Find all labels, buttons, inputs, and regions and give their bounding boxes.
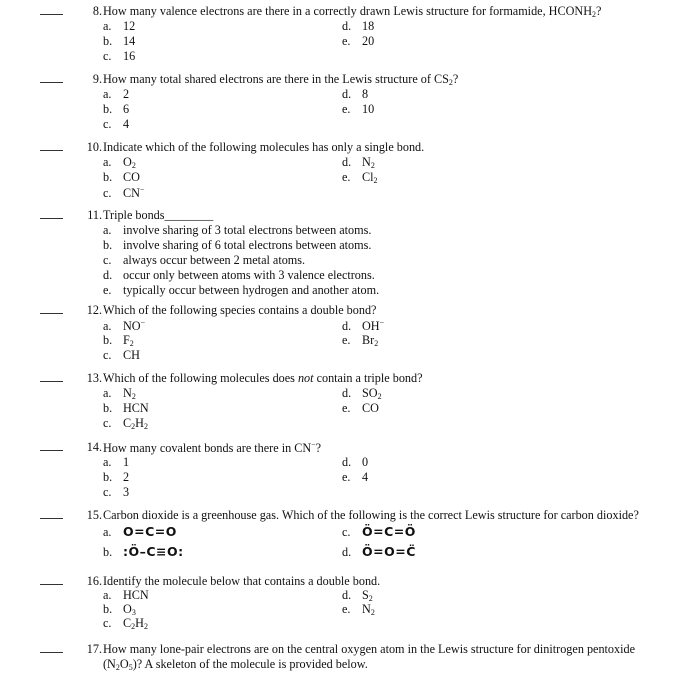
question-number: 15. [86,508,102,522]
option-b: b. :Ö–C≡O: [103,544,184,559]
fill-in-blank[interactable]: ________ [164,208,214,222]
option-d: d. $S_2$ [342,588,373,603]
question-number: 17. [86,642,102,656]
question-number: 14. [86,440,102,454]
option-a: a. $N_2$ [103,386,136,401]
answer-blank[interactable] [40,584,63,585]
question-stem: Carbon dioxide is a greenhouse gas. Which of the following is the correct Lewis structure for carbon dioxide? [103,508,639,522]
option-c: c. CN− [103,185,145,200]
option-a: a. 2 [103,87,130,101]
question-stem: Which of the following molecules does not contain a triple bond? [103,371,423,385]
option-e: e. $N_2$ [342,602,375,617]
question-stem: How many valence electrons are there in a correctly drawn Lewis structure for formamide, $HCONH_2$? [103,4,602,19]
question-stem: Indicate which of the following molecules has only a single bond. [103,140,425,154]
question-stem: How many covalent bonds are there in CN−? [103,440,322,455]
question-stem: How many lone-pair electrons are on the central oxygen atom in the Lewis structure for dinitrogen pentoxide [103,642,636,656]
lewis-structure: Ö=O=C̈ [362,544,416,559]
option-b: b. $F_2$ [103,333,134,348]
option-e: e. 20 [342,34,375,48]
option-d: d. 0 [342,455,369,469]
option-a: a. involve sharing of 3 total electrons between atoms. [103,223,372,237]
option-d: d. $SO_2$ [342,386,382,401]
answer-blank[interactable] [40,14,63,15]
option-c: c. 16 [103,49,136,63]
answer-blank[interactable] [40,381,63,382]
option-b: b. involve sharing of 6 total electrons between atoms. [103,238,372,252]
question-number: 12. [86,303,102,317]
option-b: b. HCN [103,401,149,415]
question-stem: Identify the molecule below that contains a double bond. [103,574,381,588]
question-number: 16. [86,574,102,588]
option-e: e. CO [342,401,379,415]
answer-blank[interactable] [40,218,63,219]
lewis-structure: :Ö–C≡O: [123,544,184,559]
answer-blank[interactable] [40,450,63,451]
option-d: d. OH− [342,318,385,333]
answer-blank[interactable] [40,150,63,151]
answer-blank[interactable] [40,313,63,314]
option-c: c. $C_2H_2$ [103,616,148,631]
question-number: 10. [86,140,102,154]
option-b: b. 6 [103,102,130,116]
lewis-structure: Ö=C=Ö [362,524,416,539]
question-number: 13. [86,371,102,385]
option-c: c. always occur between 2 metal atoms. [103,253,306,267]
option-a: a. O=C=O [103,524,177,539]
option-c: c. CH [103,348,140,362]
question-stem: Which of the following species contains a double bond? [103,303,377,317]
option-c: c. Ö=C=Ö [342,524,416,539]
option-a: a. 12 [103,19,136,33]
question-number: 9. [92,72,102,86]
option-d: d. Ö=O=C̈ [342,544,416,559]
answer-blank[interactable] [40,652,63,653]
question-stem-continued: $(N_2O_5)$? A skeleton of the molecule is provided below. [103,657,368,672]
option-a: a. 1 [103,455,130,469]
option-c: c. 3 [103,485,130,499]
option-c: c. 4 [103,117,130,131]
option-b: b. 2 [103,470,130,484]
answer-blank[interactable] [40,518,63,519]
option-e: e. 10 [342,102,375,116]
option-a: a. $O_2$ [103,155,136,170]
question-number: 11. [87,208,102,222]
option-e: e. typically occur between hydrogen and another atom. [103,283,380,297]
option-d: d. $N_2$ [342,155,375,170]
option-d: d. 18 [342,19,375,33]
option-b: b. CO [103,170,140,184]
option-e: e. 4 [342,470,369,484]
question-stem: Triple bonds________ [103,208,214,222]
option-e: e. $Cl_2$ [342,170,378,185]
question-stem: How many total shared electrons are there in the Lewis structure of $CS_2$? [103,72,459,87]
option-b: b. $O_3$ [103,602,136,617]
lewis-structure: O=C=O [123,524,177,539]
option-c: c. $C_2H_2$ [103,416,148,431]
question-number: 8. [92,4,102,18]
option-d: d. occur only between atoms with 3 valence electrons. [103,268,375,282]
option-a: a. HCN [103,588,149,602]
option-e: e. $Br_2$ [342,333,379,348]
option-b: b. 14 [103,34,136,48]
option-d: d. 8 [342,87,369,101]
option-a: a. NO− [103,318,146,333]
answer-blank[interactable] [40,82,63,83]
